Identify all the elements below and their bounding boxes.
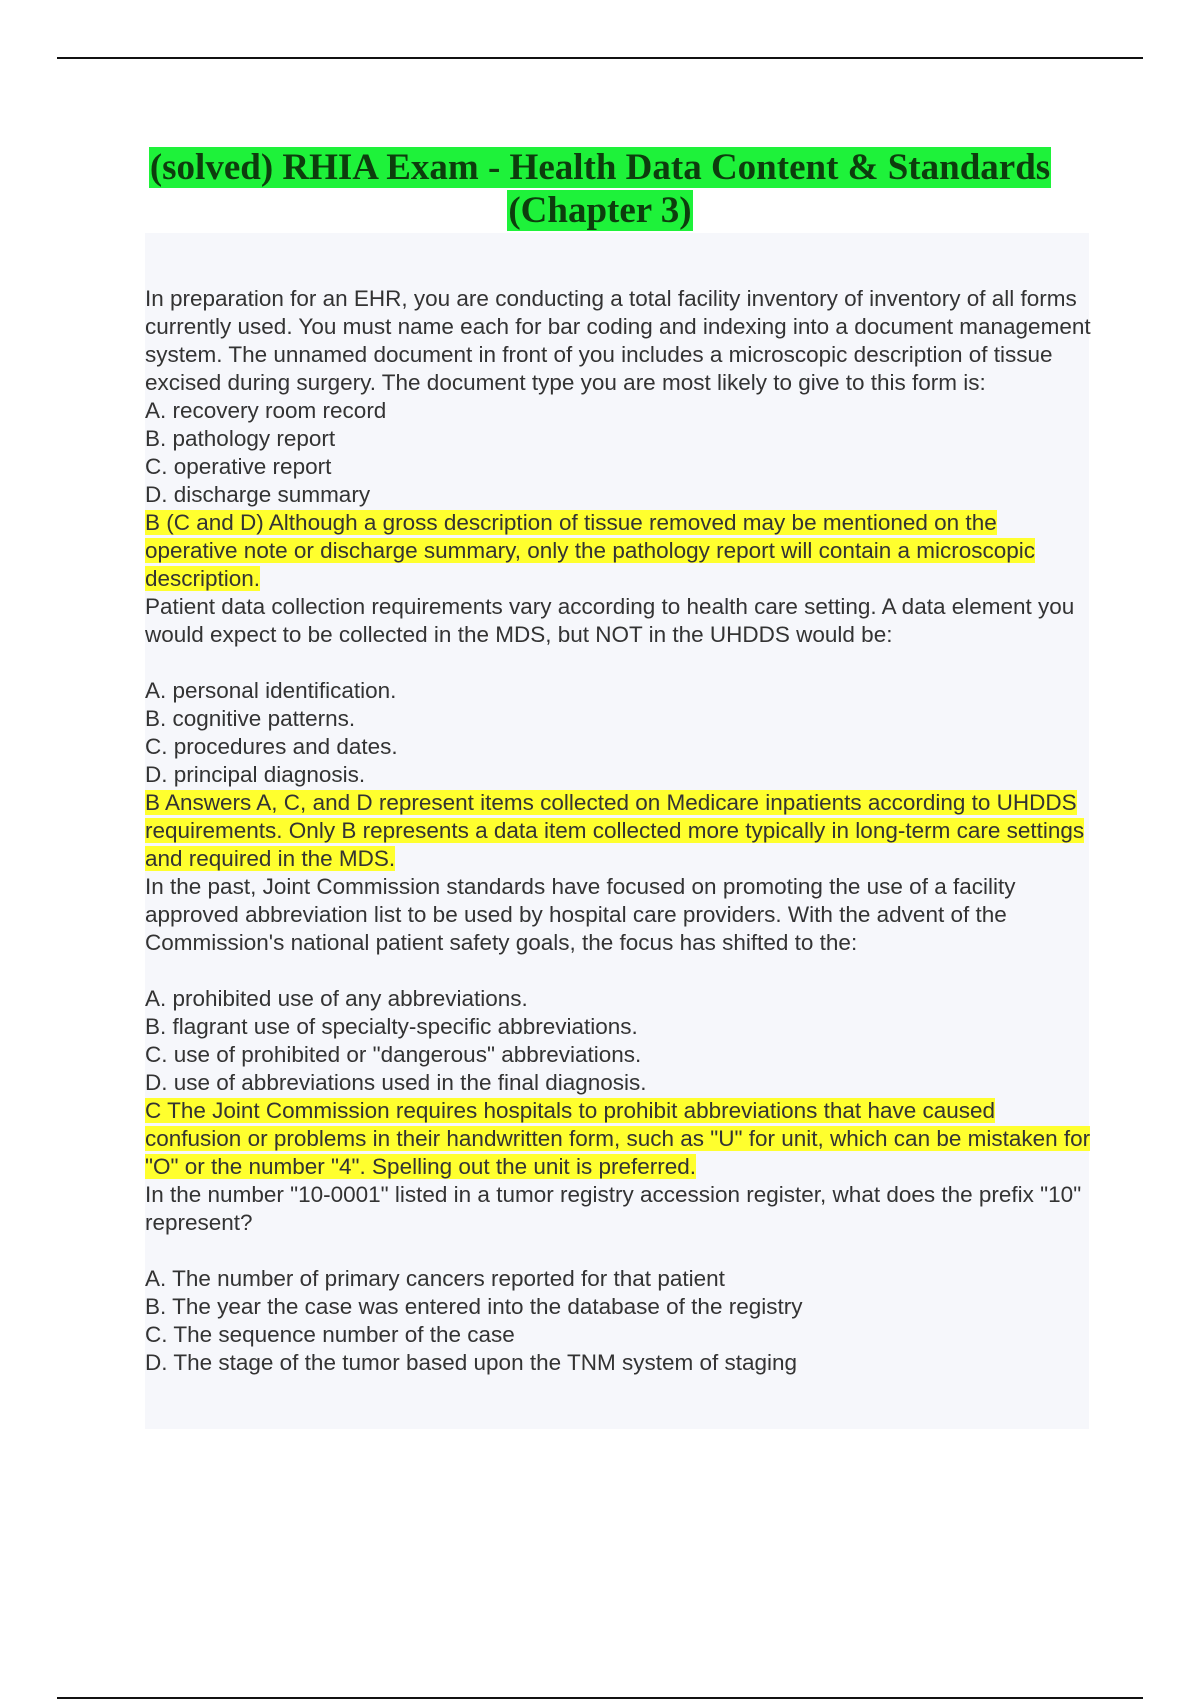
spacer (145, 1237, 1095, 1265)
question-4 (145, 1181, 1095, 1377)
title-line-2: (Chapter 3) (508, 190, 692, 231)
question-stem: In the number "10-0001" listed in a tumor registry accession register, what does the prefix "10" represent? (145, 1182, 1082, 1235)
option-d: D. discharge summary (145, 482, 371, 507)
option-a: A. personal identification. (145, 678, 397, 703)
option-c: C. The sequence number of the case (145, 1322, 515, 1347)
option-b: B. flagrant use of specialty-specific abbreviations. (145, 1014, 638, 1039)
option-d: D. The stage of the tumor based upon the TNM system of staging (145, 1350, 798, 1375)
option-a: A. recovery room record (145, 398, 387, 423)
question-stem: In preparation for an EHR, you are conducting a total facility inventory of inventory of all forms currently used. You must name each for bar coding and indexing into a document management system. The unnamed document in front of you includes a microscopic description of tissue excised during surgery. The document type you are most likely to give to this form is: (145, 286, 1091, 395)
option-d: D. principal diagnosis. (145, 762, 366, 787)
bottom-rule (57, 1697, 1143, 1699)
option-b: B. pathology report (145, 426, 336, 451)
questions-content (145, 285, 1095, 1377)
question-3 (145, 873, 1095, 1181)
document-title (60, 146, 1140, 232)
answer-text: B (C and D) Although a gross description of tissue removed may be mentioned on the operative note or discharge summary, only the pathology report will contain a microscopic description. (145, 510, 1036, 591)
answer-explanation (145, 509, 1095, 593)
question-1 (145, 285, 1095, 593)
answer-explanation-cont (145, 845, 1095, 873)
title-line-1: (solved) RHIA Exam - Health Data Content & Standards (149, 147, 1051, 188)
answer-text: C The Joint Commission requires hospitals to prohibit abbreviations that have caused confusion or problems in their handwritten form, such as "U" for unit, which can be mistaken for "O" or the number "4". Spelling out the unit is preferred. (145, 1098, 1091, 1179)
option-a: A. prohibited use of any abbreviations. (145, 986, 528, 1011)
answer-text: B Answers A, C, and D represent items collected on Medicare inpatients according to UHDDS requirements. Only B represents a data item collected more typically in long-term care settings (145, 790, 1085, 843)
question-2 (145, 593, 1095, 873)
question-stem: In the past, Joint Commission standards have focused on promoting the use of a facility approved abbreviation list to be used by hospital care providers. With the advent of the Commission's national patient safety goals, the focus has shifted to the: (145, 874, 1016, 955)
answer-explanation (145, 1097, 1095, 1181)
option-c: C. operative report (145, 454, 332, 479)
option-b: B. The year the case was entered into the database of the registry (145, 1294, 803, 1319)
option-c: C. procedures and dates. (145, 734, 398, 759)
option-a: A. The number of primary cancers reported for that patient (145, 1266, 725, 1291)
spacer (145, 649, 1095, 677)
spacer (145, 957, 1095, 985)
answer-text: and required in the MDS. (145, 846, 396, 871)
top-rule (57, 57, 1143, 59)
option-d: D. use of abbreviations used in the final diagnosis. (145, 1070, 647, 1095)
option-b: B. cognitive patterns. (145, 706, 356, 731)
answer-explanation (145, 789, 1095, 845)
question-stem: Patient data collection requirements vary according to health care setting. A data element you would expect to be collected in the MDS, but NOT in the UHDDS would be: (145, 594, 1075, 647)
option-c: C. use of prohibited or "dangerous" abbreviations. (145, 1042, 642, 1067)
